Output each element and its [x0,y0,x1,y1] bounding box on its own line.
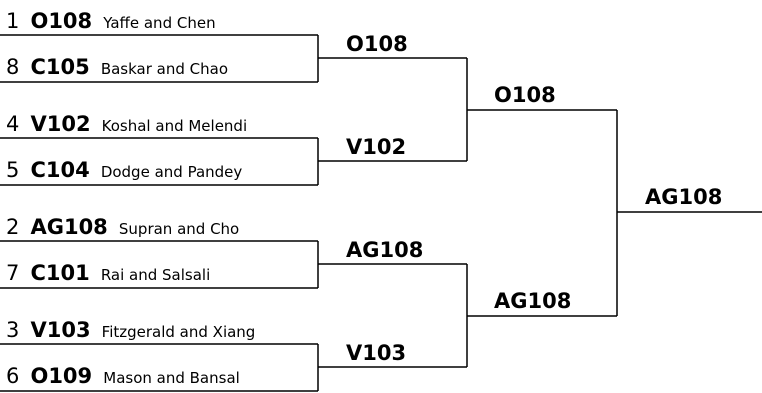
quarterfinal-connectors [318,35,467,391]
quarterfinal-winner: V102 [346,135,407,159]
champion: AG108 [645,185,723,209]
bracket-entry [6,261,210,285]
team-names: Mason and Bansal [103,369,240,387]
semifinal-winner: AG108 [494,289,572,313]
team-names: Dodge and Pandey [100,163,243,181]
team-code: O108 [30,9,93,33]
bracket-entry [6,215,239,239]
team-code: AG108 [30,215,108,239]
semifinal-winner: O108 [494,83,556,107]
semifinal-winners [494,83,571,313]
team-code: V103 [30,318,91,342]
team-code: O109 [30,364,93,388]
team-names: Koshal and Melendi [101,117,248,135]
seed-number: 1 [6,9,20,33]
seed-number: 6 [6,364,20,388]
team-names: Rai and Salsali [100,266,211,284]
team-names: Supran and Cho [118,220,240,238]
team-code: V102 [30,112,91,136]
seed-number: 7 [6,261,20,285]
seed-number: 2 [6,215,20,239]
team-code: C105 [30,55,90,79]
seed-number: 8 [6,55,20,79]
seed-number: 3 [6,318,20,342]
bracket-entry [6,55,228,79]
team-code: C101 [30,261,90,285]
quarterfinal-winner: O108 [346,32,408,56]
bracket-entry [6,9,216,33]
quarterfinal-winner: AG108 [346,238,424,262]
final-connector [617,110,762,316]
bracket-entry [6,158,242,182]
team-code: C104 [30,158,90,182]
seed-number: 5 [6,158,20,182]
team-names: Fitzgerald and Xiang [101,323,256,341]
seed-number: 4 [6,112,20,136]
quarterfinal-winner: V103 [346,341,407,365]
bracket-entry [6,112,247,136]
round1-entries [6,9,255,388]
team-names: Yaffe and Chen [103,14,216,32]
team-names: Baskar and Chao [100,60,228,78]
bracket-entry [6,364,240,388]
bracket-entry [6,318,255,342]
quarterfinal-winners [346,32,423,365]
